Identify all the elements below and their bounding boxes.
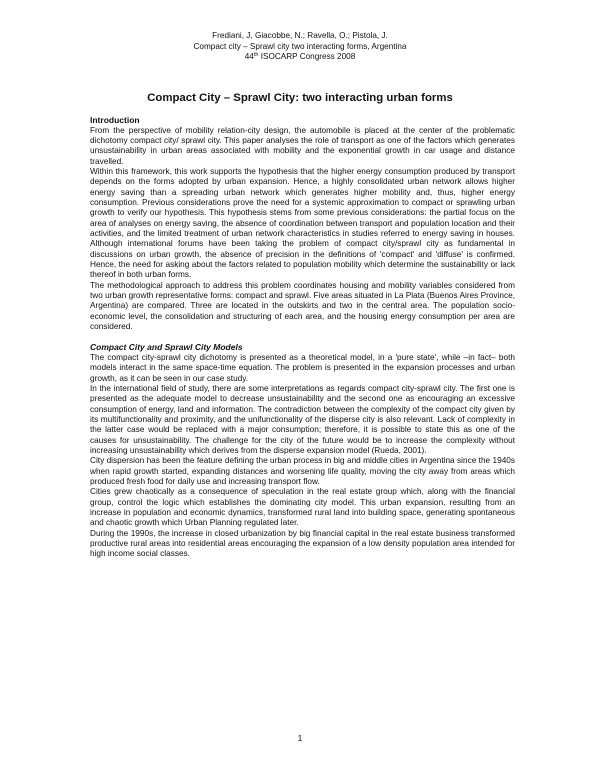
paragraph: Within this framework, this work supports the hypothesis that the higher energy consumption produced by transport depends on the forms adopted by urban expansion. Hence, a highly consolidated urban network allows higher energy saving than a spreading urban network which generates higher mobility and, thus, higher energy consumption. Previous considerations prove the need for a systemic approximation to compact or sprawling urban growth to verify our hypothesis. This hypothesis stems from some previous considerations: the partial focus on the area of analyses on energy saving, the absence of coordination between transport and population location and their activities, and the limited treatment of urban network characteristics in studies referred to energy saving in houses. Although international forums have been taking the problem of compact city/sprawl city as fundamental in discussions on urban growth, the absence of precision in the definitions of 'compact' and 'diffuse' is confirmed. Hence, the need for asking about the factors related to population mobility which determine the sustainability or lack thereof in both urban forms. <box>90 166 515 280</box>
paper-title: Compact City – Sprawl City: two interacting urban forms <box>147 92 453 104</box>
page-number: 1 <box>297 733 303 743</box>
paragraph: Cities grew chaotically as a consequence of speculation in the real estate group which, along with the financial group, control the logic which establishes the dominating city model. This urban expansion, resulting from an increase in population and economic dynamics, transformed rural land into building space, generating spontaneous and chaotic growth which Urban Planning regulated later. <box>90 487 515 528</box>
section-heading-introduction: Introduction <box>90 115 140 125</box>
paragraph: The methodological approach to address this problem coordinates housing and mobility variables considered from two urban growth representative forms: compact and sprawl. Five areas situated in La Plata (Buenos Aires Province, Argentina) are compared. Three are located in the outskirts and two in the central area. The population socio-economic level, the consolidation and structuring of each area, and the housing energy consumption per area are considered. <box>90 280 515 332</box>
congress-number: 44 <box>244 52 254 61</box>
paragraph: From the perspective of mobility relation-city design, the automobile is placed at the center of the problematic dichotomy compact city/ sprawl city. This paper analyses the role of transport as one of the factors which generates unsustainability in urban areas associated with mobility and the exponential growth in car usage and distance travelled. <box>90 125 515 166</box>
running-header <box>0 31 600 63</box>
congress-name: ISOCARP Congress 2008 <box>260 52 356 61</box>
section-heading-models: Compact City and Sprawl City Models <box>90 342 243 353</box>
header-authors: Frediani, J, Giacobbe, N.; Ravella, O.; Pistola, J. <box>212 31 388 40</box>
header-paper-line: Compact city – Sprawl city two interacting forms, Argentina <box>193 41 407 51</box>
paragraph: During the 1990s, the increase in closed urbanization by big financial capital in the real estate business transformed productive rural areas into residential areas encouraging the expansion of a low density population area intended for high income social classes. <box>90 528 515 559</box>
congress-suffix: th <box>253 52 259 58</box>
paragraph: City dispersion has been the feature defining the urban process in big and middle cities in Argentina since the 1940s when rapid growth started, expanding distances and worsening life quality, moving the city away from areas which produced fresh food for daily use and increasing transport flow. <box>90 456 515 486</box>
paragraph: In the international field of study, there are some interpretations as regards compact city-sprawl city. The first one is presented as the adequate model to decrease unsustainability and the second one as encouraging an excessive consumption of energy, land and information. The contradiction between the complexity of the compact city given by its multifunctionality and proximity, and the unifunctionality of the disperse city is also relevant. Lack of complexity in the latter case would be replaced with a major consumption; therefore, it is possible to state this as one of the causes for unsustainability. The challenge for the city of the future would be to increase the complexity without increasing unsustainability which derives from the disperse expansion model (Rueda, 2001). <box>90 383 515 455</box>
paragraph: The compact city-sprawl city dichotomy is presented as a theoretical model, in a 'pure state', while –in fact– both models interact in the same space-time equation. The problem is presented in the expansion processes and urban growth, as it can be seen in our case study. <box>90 352 515 383</box>
header-congress <box>0 52 600 63</box>
body-text <box>90 115 515 560</box>
